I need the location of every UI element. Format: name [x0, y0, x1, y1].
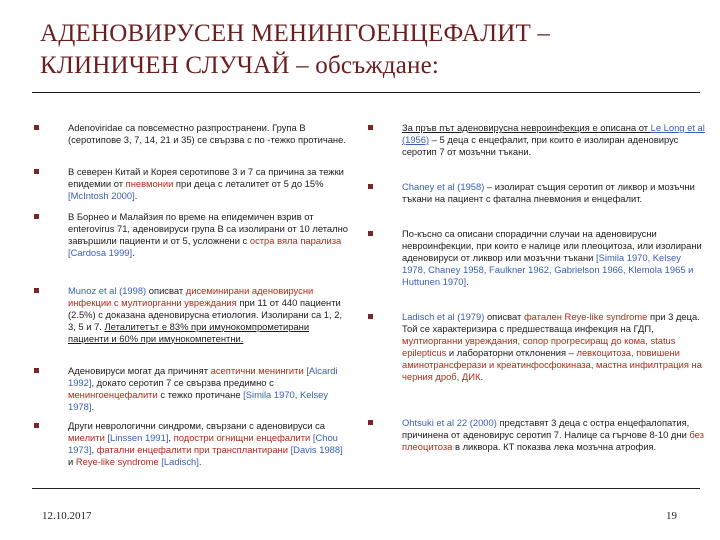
highlight-text: менингоенцефалити [68, 388, 158, 400]
slide-title [40, 18, 700, 82]
text: и [68, 455, 76, 467]
text: , [91, 443, 97, 455]
page-number: 19 [666, 510, 677, 522]
text: – изолират същия серотип от ликвор и мозъчни тъкани на пациент с фатална пневмония и енцефалит. [402, 181, 695, 204]
reference-text: [Cardosa 1999] [68, 246, 133, 258]
reference-text: [Davis 1988] [290, 443, 343, 455]
text: По-късно са описани спорадични случаи на аденовирусни невроинфекции, при които е налице или плеоцитоза, или изолирани аденовируси от ликвор или мозъчни тъкани [402, 228, 702, 263]
text: Adenoviridae са повсеместно разпространени. Група В (серотипове 3, 7, 14, 21 и 35) се свързва с по -тежко протичане. [68, 122, 346, 145]
text: и лабораторни отклонения – [446, 346, 577, 358]
text: с тежко протичане [157, 388, 244, 400]
square-bullet-icon [368, 314, 373, 319]
square-bullet-icon [34, 288, 39, 293]
highlight-text: фатални енцефалити при трансплантирани [96, 443, 288, 455]
text: описват [484, 311, 524, 322]
text: при деца с леталитет от 5 до 15% [173, 177, 324, 189]
text: – 5 деца с енцефалит, при които е изолиран аденовирус серотип 7 от мозъчни тъкани. [402, 133, 679, 157]
square-bullet-icon [34, 368, 39, 373]
highlight-text: Reye-like syndrome [75, 455, 159, 467]
list-item [34, 365, 350, 420]
underlined-text: Леталитетът е 83% при имунокомпрометирани пациенти и 60% при имунокомпетентни. [68, 320, 310, 344]
list-item [34, 122, 350, 166]
square-bullet-icon [34, 214, 39, 219]
square-bullet-icon [368, 231, 373, 236]
square-bullet-icon [368, 125, 373, 130]
list-item [34, 420, 350, 468]
square-bullet-icon [368, 184, 373, 189]
text: Аденовируси могат да причинят [68, 365, 211, 376]
reference-text: Le Long et al (1956) [402, 122, 705, 145]
text: . [132, 246, 135, 258]
text: , докато серотип 7 се свързва предимно с [91, 376, 274, 388]
reference-text: Chaney et al (1958) [402, 181, 485, 192]
reference-text: [Linssen 1991] [107, 431, 169, 443]
list-item [34, 166, 350, 211]
text: . [134, 189, 138, 201]
text: Други неврологични синдроми, свързани с аденовируси са [68, 420, 326, 431]
text: в ликвора. КТ показва лека мозъчна атрофия. [452, 440, 657, 452]
list-item [368, 311, 706, 417]
list-item [368, 228, 706, 311]
highlight-text: левкоцитоза, повишени аминотрансферази и креатинфосфокиназа, мастна инфилтрация на черния дроб, ДИК [402, 346, 702, 382]
reference-text: [McIntosh 2000] [68, 189, 135, 201]
text: при 11 от 440 пациенти (2.5%) с доказана аденовирусна етиология. Изолирани са 1, 2, 3, 5 и 7. [68, 296, 343, 332]
square-bullet-icon [34, 125, 39, 130]
highlight-text: пневмонии [125, 177, 174, 189]
right-column-list [368, 122, 706, 453]
reference-text: [Alcardi 1992] [68, 365, 338, 388]
bottom-divider [32, 488, 700, 489]
list-item [34, 211, 350, 285]
highlight-text: без плеоцитоза [402, 428, 704, 452]
highlight-text: остра вяла парализа [249, 234, 342, 246]
reference-text: [Chou 1973] [68, 431, 338, 455]
text: . [466, 275, 469, 287]
title-line-2: КЛИНИЧЕН СЛУЧАЙ – обсъждане: [40, 52, 440, 79]
underlined-text: За пръв път аденовирусна невроинфекция е описана от [402, 122, 651, 133]
text: В северен Китай и Корея серотипове 3 и 7 са причина за тежки епидемии от [68, 166, 344, 189]
highlight-text: фатален Reye-like syndrome [523, 311, 648, 322]
text: , [168, 431, 174, 443]
text: . [480, 370, 484, 382]
list-item [368, 181, 706, 228]
text: представят 3 деца с остра енцефалопатия, причинена от аденовирус серотип 7. Налице са гърчове 8-10 дни [402, 417, 690, 440]
square-bullet-icon [34, 423, 39, 428]
reference-text: [Ladisch] [161, 455, 199, 467]
highlight-text: миелити [68, 431, 105, 443]
reference-text: [Simila 1970, Kelsey 1978] [68, 388, 329, 412]
text: В Борнео и Малайзия по време на епидемичен взрив от enterovirus 71, аденовируси група В са изолирани от 10 летално завършили пациенти и от 5, усложнени с [68, 211, 348, 246]
list-item [368, 122, 706, 181]
reference-text: [Simila 1970, Kelsey 1978, Chaney 1958, Faulkner 1962, Gabrielson 1966, Klemola 1965 и Huttunen 1970] [402, 251, 694, 287]
text: описват [146, 285, 186, 296]
top-divider [32, 92, 700, 93]
square-bullet-icon [34, 169, 39, 174]
reference-text: Ohtsuki et al 22 (2000) [402, 417, 497, 428]
list-item [34, 285, 350, 365]
text: . [91, 400, 95, 412]
square-bullet-icon [368, 420, 373, 425]
title-line-1: АДЕНОВИРУСЕН МЕНИНГОЕНЦЕФАЛИТ – [40, 20, 551, 47]
text: . [198, 455, 202, 467]
footer-date: 12.10.2017 [42, 510, 92, 522]
reference-text: Munoz et al (1998) [68, 285, 147, 296]
reference-text: Ladisch et al (1979) [402, 311, 485, 322]
left-column-list [34, 122, 350, 468]
highlight-text: подостри огнищни енцефалити [173, 431, 311, 443]
list-item [368, 417, 706, 453]
highlight-text: дисеминирани аденовирусни инфекции с мултиорганни увреждания [68, 285, 314, 308]
text: при 3 деца. Той се характеризира с предшестваща инфекция на ГДП, [402, 311, 700, 334]
highlight-text: асептични менингити [210, 365, 304, 376]
highlight-text: мултиорганни увреждания, сопор прогресиращ до кома, status epilepticus [402, 334, 676, 358]
